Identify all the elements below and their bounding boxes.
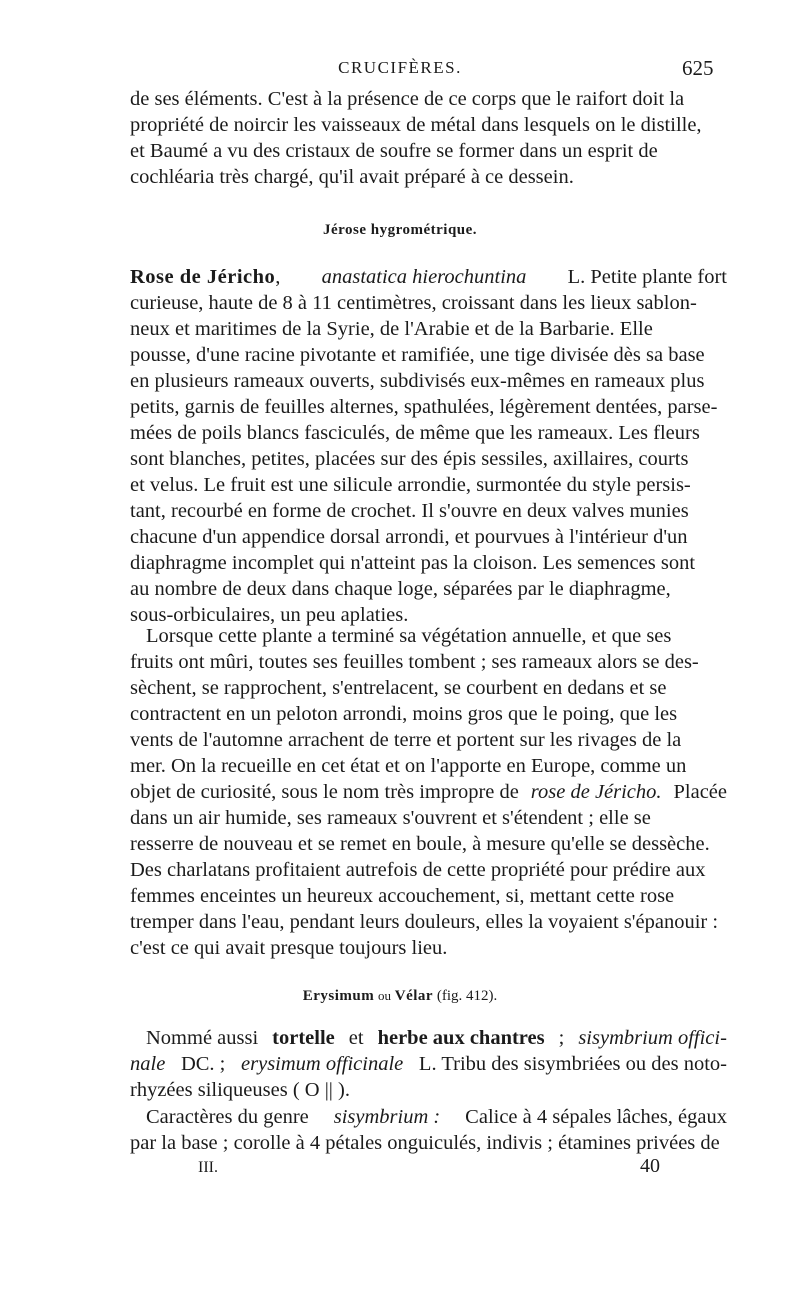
text-line: c'est ce qui avait presque toujours lieu. — [130, 937, 448, 959]
text-line: Lorsque cette plante a terminé sa végétation annuelle, et que ses — [146, 625, 672, 647]
common-name: tortelle — [272, 1027, 335, 1049]
text-line: et velus. Le fruit est une silicule arrondie, surmontée du style persis- — [130, 474, 691, 496]
latin-name: sisymbrium offici- — [578, 1027, 727, 1049]
text-line: Des charlatans profitaient autrefois de cette propriété pour prédire aux — [130, 859, 706, 881]
text-line: nale DC. ; erysimum officinale L. Tribu des sisymbriées ou des noto- — [130, 1053, 727, 1075]
latin-name: erysimum officinale — [241, 1053, 404, 1075]
text-line: chacune d'un appendice dorsal arrondi, et pourvues à l'intérieur d'un — [130, 526, 688, 548]
text-line: curieuse, haute de 8 à 11 centimètres, croissant dans les lieux sablon- — [130, 292, 697, 314]
italic-term: rose de Jéricho. — [530, 781, 662, 803]
text-line: objet de curiosité, sous le nom très impropre de rose de Jéricho. Placée — [130, 781, 727, 803]
text-line: cochléaria très chargé, qu'il avait préparé à ce dessein. — [130, 166, 574, 188]
text-line: neux et maritimes de la Syrie, de l'Arabie et de la Barbarie. Elle — [130, 318, 653, 340]
paragraph-nomme — [130, 1025, 727, 1103]
text-line: et Baumé a vu des cristaux de soufre se former dans un esprit de — [130, 140, 658, 162]
paragraph-caracteres — [130, 1104, 727, 1156]
text-line: pousse, d'une racine pivotante et ramifiée, une tige divisée dès sa base — [130, 344, 705, 366]
running-header-title: CRUCIFÈRES. — [338, 58, 462, 77]
sheet-number: 40 — [640, 1155, 660, 1177]
signature-mark: III. — [198, 1159, 218, 1176]
text-line: fruits ont mûri, toutes ses feuilles tombent ; ses rameaux alors se des- — [130, 651, 699, 673]
text-line: mées de poils blancs fasciculés, de même que les rameaux. Les fleurs — [130, 422, 700, 444]
latin-name: anastatica hierochuntina — [321, 266, 527, 288]
text-line: propriété de noircir les vaisseaux de métal dans lesquels on le distille, — [130, 114, 702, 136]
latin-name: sisymbrium : — [333, 1106, 441, 1128]
paragraph-rose-de-jericho — [130, 264, 727, 628]
section-heading-rose: Jérose hygrométrique. — [322, 222, 478, 238]
text-line: en plusieurs rameaux ouverts, subdivisés eux-mêmes en rameaux plus — [130, 370, 705, 392]
common-name: herbe aux chantres — [377, 1027, 545, 1049]
text-line: au nombre de deux dans chaque loge, séparées par le diaphragme, — [130, 578, 671, 600]
text-line: Nommé aussi tortelle et herbe aux chantres ; sisymbrium offici- — [146, 1027, 727, 1049]
section-heading-erysimum: Erysimum ou Vélar (fig. 412). — [302, 988, 498, 1004]
text-line: mer. On la recueille en cet état et on l'apporte en Europe, comme un — [130, 755, 687, 777]
text-line: diaphragme incomplet qui n'atteint pas la cloison. Les semences sont — [130, 552, 696, 574]
text-line: dans un air humide, ses rameaux s'ouvrent et s'étendent ; elle se — [130, 807, 651, 829]
paragraph-lorsque — [130, 623, 727, 961]
text-line: Rose de Jéricho, anastatica hierochuntina L. Petite plante fort — [130, 266, 727, 288]
text-line: Caractères du genre sisymbrium : Calice à 4 sépales lâches, égaux — [146, 1106, 727, 1128]
paragraph-intro — [130, 86, 727, 190]
text-line: sous-orbiculaires, un peu aplaties. — [130, 604, 409, 626]
text-line: rhyzées siliqueuses ( O || ). — [130, 1079, 350, 1101]
text-line: femmes enceintes un heureux accouchement, si, mettant cette rose — [130, 885, 675, 907]
text-line: tant, recourbé en forme de crochet. Il s'ouvre en deux valves munies — [130, 500, 689, 522]
page-number: 625 — [682, 56, 714, 80]
text-line: contractent en un peloton arrondi, moins gros que le poing, que les — [130, 703, 678, 725]
text-line: vents de l'automne arrachent de terre et portent sur les rivages de la — [130, 729, 682, 751]
plant-name: Rose de Jéricho — [130, 266, 276, 288]
text-line: par la base ; corolle à 4 pétales onguiculés, indivis ; étamines privées de — [130, 1132, 720, 1154]
text-line: resserre de nouveau et se remet en boule, à mesure qu'elle se dessèche. — [130, 833, 710, 855]
text-line: petits, garnis de feuilles alternes, spathulées, légèrement dentées, parse- — [130, 396, 718, 418]
text-line: tremper dans l'eau, pendant leurs douleurs, elles la voyaient s'épanouir : — [130, 911, 719, 933]
text-line: sèchent, se rapprochent, s'entrelacent, se courbent en dedans et se — [130, 677, 667, 699]
text-line: sont blanches, petites, placées sur des épis sessiles, axillaires, courts — [130, 448, 689, 470]
text-line: de ses éléments. C'est à la présence de ce corps que le raifort doit la — [130, 88, 685, 110]
